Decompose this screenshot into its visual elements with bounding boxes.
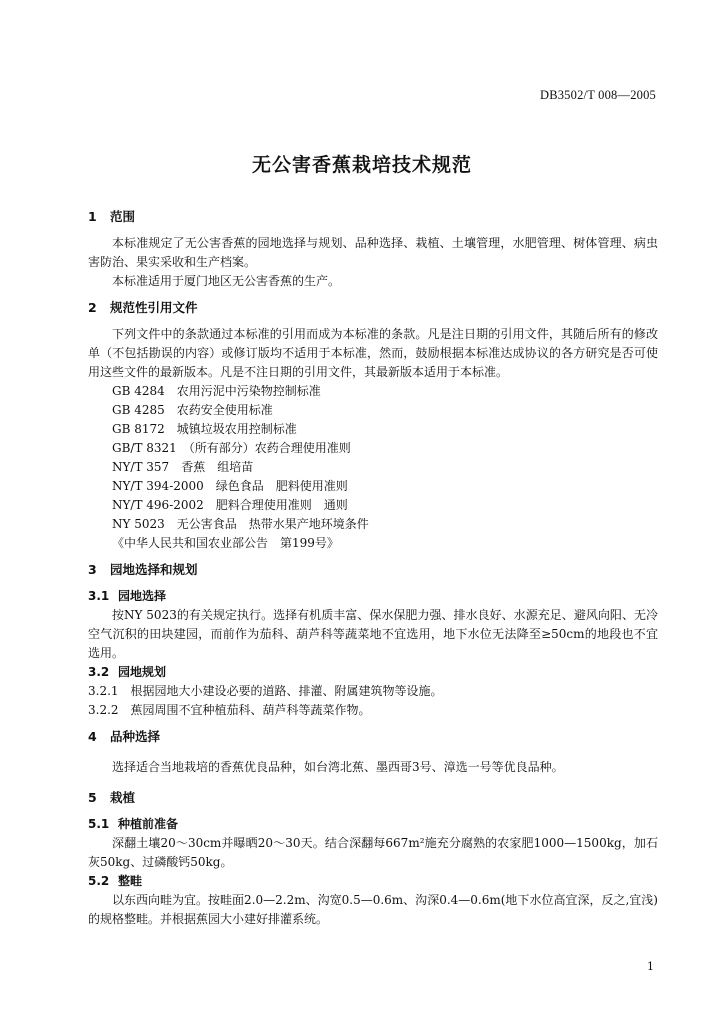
standard-code: DB3502/T 008—2005	[539, 88, 656, 102]
reference-item: GB 8172 城镇垃圾农用控制标准	[112, 422, 297, 436]
reference-item: NY/T 357 香蕉 组培苗	[112, 460, 254, 474]
subsection-title: 种植前准备	[118, 817, 179, 831]
paragraph: 下列文件中的条款通过本标准的引用而成为本标准的条款。凡是注日期的引用文件，其随后所有的修改单（不包括勘误的内容）或修订版均不适用于本标准，然而，鼓励根据本标准达成协议的各方研究是否可使用这些文件的最新版本。凡是不注日期的引用文件，其最新版本适用于本标准。	[88, 327, 658, 379]
clause-item: 3.2.2 蕉园周围不宜种植茄科、葫芦科等蔬菜作物。	[88, 703, 371, 717]
clause-item: 3.2.1 根据园地大小建设必要的道路、排灌、附属建筑物等设施。	[88, 684, 443, 698]
paragraph: 按NY 5023的有关规定执行。选择有机质丰富、保水保肥力强、排水良好、水源充足、避风向阳、无冷空气沉积的田块建园，而前作为茄科、葫芦科等蔬菜地不宜选用，地下水位无法降至≥50cm的地段也不宜选用。	[88, 608, 658, 660]
paragraph: 本标准适用于厦门地区无公害香蕉的生产。	[112, 274, 341, 288]
subsection-3-2-heading	[88, 663, 658, 682]
section-title: 规范性引用文件	[110, 300, 198, 315]
reference-item: NY/T 496-2002 肥料合理使用准则 通则	[112, 498, 348, 512]
section-2-heading	[88, 298, 658, 318]
subsection-number: 3.2	[88, 665, 110, 679]
subsection-3-1-heading	[88, 587, 658, 606]
reference-item: NY/T 394-2000 绿色食品 肥料使用准则	[112, 479, 348, 493]
subsection-title: 整畦	[118, 874, 143, 888]
page-number: 1	[647, 960, 654, 973]
section-5-heading	[88, 788, 658, 808]
paragraph: 以东西向畦为宜。按畦面2.0—2.2m、沟宽0.5—0.6m、沟深0.4—0.6m(地下水位高宜深，反之,宜浅)的规格整畦。并根据蕉园大小建好排灌系统。	[88, 893, 658, 926]
section-number: 1	[88, 209, 97, 224]
subsection-5-2-heading	[88, 872, 658, 891]
paragraph: 本标准规定了无公害香蕉的园地选择与规划、品种选择、栽植、土壤管理，水肥管理、树体管理、病虫害防治、果实采收和生产档案。	[88, 236, 658, 269]
subsection-number: 5.1	[88, 817, 110, 831]
section-4-heading	[88, 727, 658, 747]
subsection-title: 园地规划	[118, 665, 167, 679]
section-number: 2	[88, 300, 97, 315]
reference-item: GB/T 8321 （所有部分）农药合理使用准则	[112, 441, 351, 455]
paragraph: 选择适合当地栽培的香蕉优良品种，如台湾北蕉、墨西哥3号、漳选一号等优良品种。	[112, 760, 564, 774]
subsection-number: 3.1	[88, 589, 110, 603]
section-title: 栽植	[110, 790, 136, 805]
document-body	[88, 207, 658, 929]
section-number: 5	[88, 790, 97, 805]
section-number: 3	[88, 562, 97, 577]
section-title: 范围	[110, 209, 136, 224]
subsection-number: 5.2	[88, 874, 110, 888]
paragraph: 深翻土壤20～30cm并曝晒20～30天。结合深翻每667m²施充分腐熟的农家肥1000—1500kg，加石灰50kg、过磷酸钙50kg。	[88, 836, 658, 869]
subsection-title: 园地选择	[118, 589, 167, 603]
reference-item: GB 4284 农用污泥中污染物控制标准	[112, 384, 321, 398]
page-title: 无公害香蕉栽培技术规范	[251, 154, 472, 176]
section-3-heading	[88, 560, 658, 580]
subsection-5-1-heading	[88, 815, 658, 834]
section-number: 4	[88, 729, 97, 744]
section-title: 品种选择	[110, 729, 161, 744]
reference-item: NY 5023 无公害食品 热带水果产地环境条件	[112, 517, 369, 531]
section-title: 园地选择和规划	[110, 562, 198, 577]
reference-item: 《中华人民共和国农业部公告 第199号》	[112, 536, 339, 550]
section-1-heading	[88, 207, 658, 227]
reference-item: GB 4285 农药安全使用标准	[112, 403, 273, 417]
